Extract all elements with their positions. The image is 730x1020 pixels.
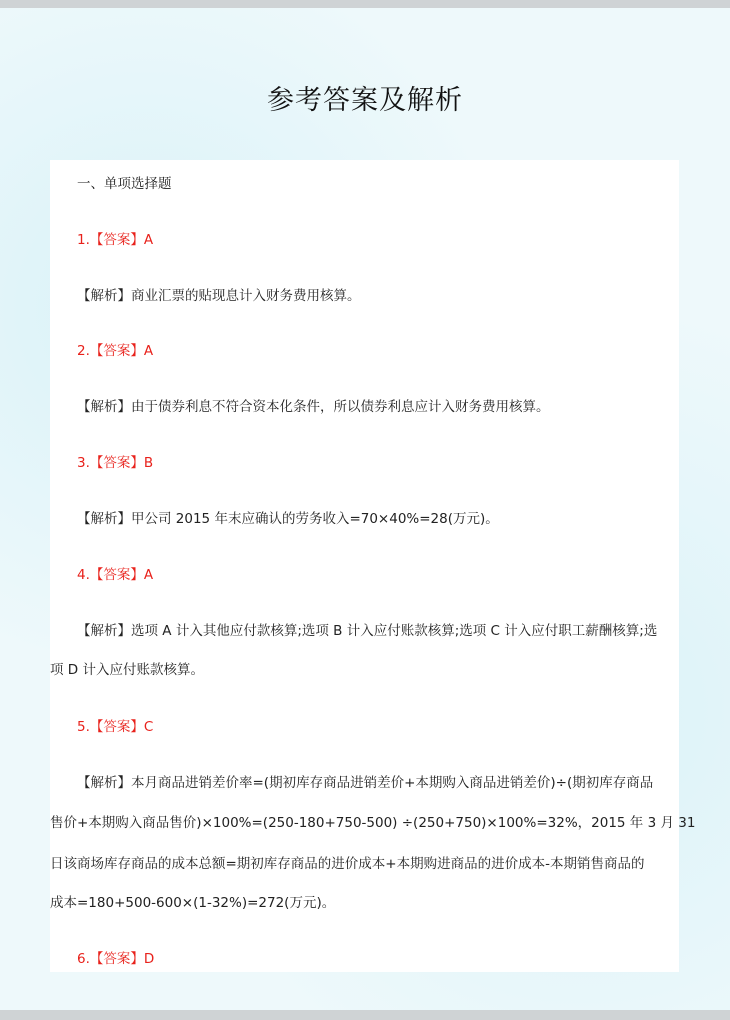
question-number: 4. [77, 567, 90, 583]
answer-line-2 [77, 339, 153, 359]
answer-letter: A [143, 567, 154, 583]
explanation-tag: 【解析】 [77, 399, 131, 415]
answer-line-4 [77, 563, 153, 583]
answer-tag: 【答案】 [89, 343, 144, 359]
answer-line-3 [77, 451, 153, 471]
explanation-text: 选项 A 计入其他应付款核算;选项 B 计入应付账款核算;选项 C 计入应付职工薪酬核算;选 [131, 623, 658, 639]
explanation-5-line-4: 成本=180+500-600×(1-32%)=272(万元)。 [50, 895, 336, 911]
answer-line-1 [77, 228, 153, 248]
explanation-tag: 【解析】 [77, 775, 131, 791]
explanation-tag: 【解析】 [77, 511, 131, 527]
answer-tag: 【答案】 [89, 567, 144, 583]
answer-letter: B [143, 455, 154, 471]
page-title: 参考答案及解析 [267, 85, 463, 116]
explanation-2 [77, 395, 550, 415]
answer-line-6 [77, 947, 154, 967]
answer-letter: D [143, 951, 155, 967]
explanation-5-line-3: 日该商场库存商品的成本总额=期初库存商品的进价成本+本期购进商品的进价成本-本期销售商品的 [50, 856, 645, 872]
explanation-4-line-2: 项 D 计入应付账款核算。 [50, 662, 204, 678]
explanation-1 [77, 284, 361, 304]
explanation-4-line-1 [77, 619, 679, 639]
document-page [0, 8, 730, 1010]
answer-tag: 【答案】 [89, 232, 144, 248]
explanation-tag: 【解析】 [77, 623, 131, 639]
explanation-text: 商业汇票的贴现息计入财务费用核算。 [131, 288, 361, 304]
answer-content-panel [50, 160, 696, 972]
section-heading: 一、单项选择题 [77, 176, 172, 192]
answer-letter: A [143, 343, 154, 359]
answer-letter: A [143, 232, 154, 248]
explanation-text: 甲公司 2015 年末应确认的劳务收入=70×40%=28(万元)。 [131, 511, 499, 527]
explanation-text: 由于债券利息不符合资本化条件，所以债券利息应计入财务费用核算。 [131, 399, 550, 415]
answer-letter: C [143, 719, 154, 735]
answer-line-5 [77, 715, 153, 735]
question-number: 3. [77, 455, 90, 471]
explanation-3 [77, 507, 499, 527]
question-number: 2. [77, 343, 90, 359]
explanation-5-line-2: 售价+本期购入商品售价)×100%=(250-180+750-500) ÷(250+750)×100%=32%，2015 年 3 月 31 [50, 815, 696, 831]
answer-tag: 【答案】 [89, 455, 144, 471]
explanation-text: 本月商品进销差价率=(期初库存商品进销差价+本期购入商品进销差价)÷(期初库存商品 [131, 775, 654, 791]
explanation-5-line-1 [77, 771, 653, 791]
question-number: 5. [77, 719, 90, 735]
question-number: 1. [77, 232, 90, 248]
question-number: 6. [77, 951, 90, 967]
answer-tag: 【答案】 [89, 719, 144, 735]
explanation-tag: 【解析】 [77, 288, 131, 304]
answer-tag: 【答案】 [89, 951, 144, 967]
